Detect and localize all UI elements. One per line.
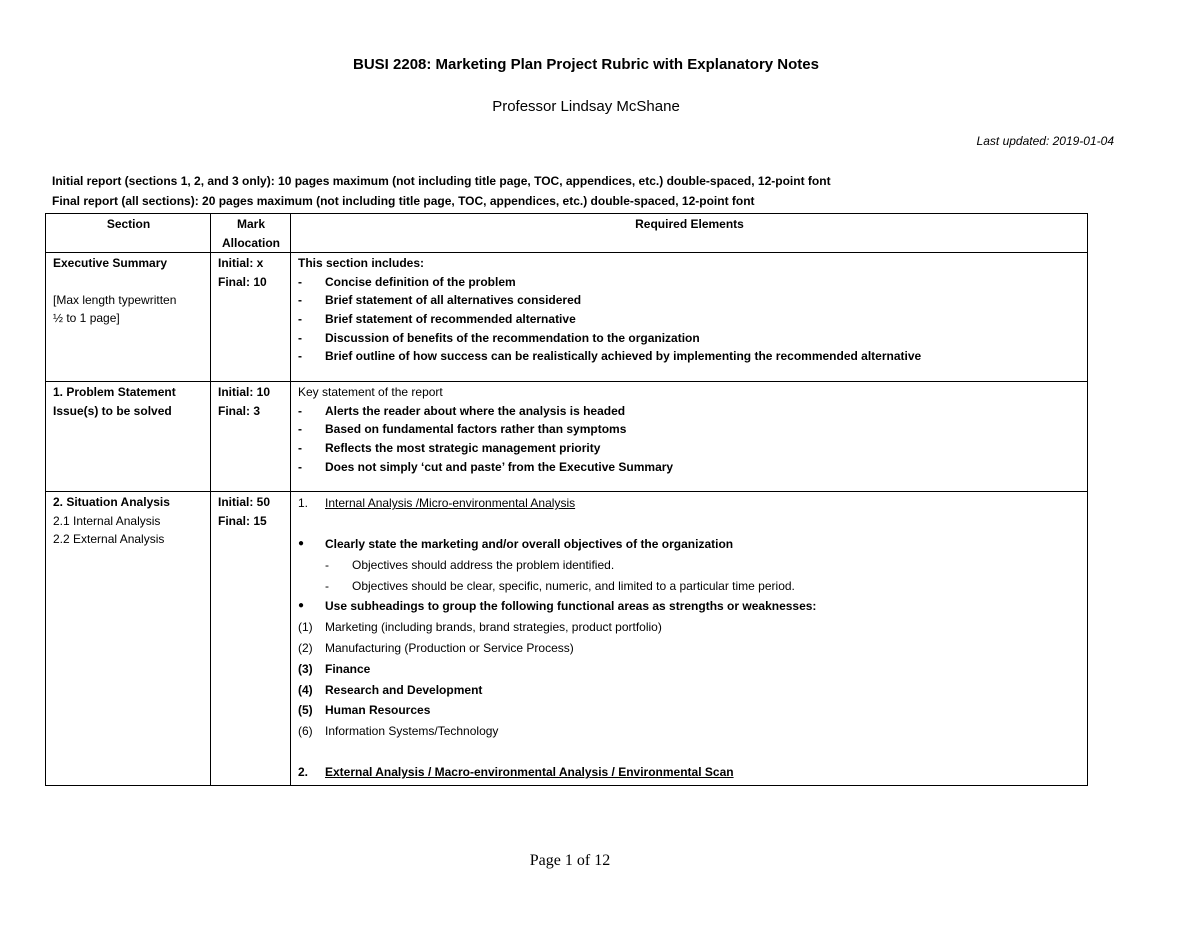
final-report-requirement: Final report (all sections): 20 pages maximum (not including title page, TOC, appendices, etc.) double-spaced, 12-point font — [52, 194, 755, 208]
professor-name: Professor Lindsay McShane — [492, 98, 680, 115]
subheading-internal: 1. Internal Analysis /Micro-environmental Analysis — [298, 496, 576, 511]
list-item: - Objectives should address the problem identified. — [325, 557, 615, 572]
table-header-row — [46, 214, 1088, 253]
section-title: 2. Situation Analysis — [53, 495, 170, 510]
list-item: (1) Marketing (including brands, brand strategies, product portfolio) — [298, 620, 662, 635]
rubric-table — [45, 213, 1088, 786]
section-subtitle: 2.2 External Analysis — [53, 532, 165, 547]
section-title: Executive Summary — [53, 256, 168, 271]
list-item: - Based on fundamental factors rather than symptoms — [298, 422, 627, 437]
list-item: (3) Finance — [298, 661, 371, 676]
table-row-situation-analysis — [46, 492, 1088, 786]
header-section: Section — [46, 214, 211, 253]
section-title: 1. Problem Statement — [53, 385, 176, 400]
subheading-external: 2. External Analysis / Macro-environmental Analysis / Environmental Scan — [298, 764, 734, 779]
required-cell — [291, 253, 1088, 382]
page-number: Page 1 of 12 — [529, 852, 611, 869]
section-note: ½ to 1 page] — [53, 311, 120, 326]
section-cell — [46, 492, 211, 786]
list-item: - Objectives should be clear, specific, numeric, and limited to a particular time period. — [325, 578, 795, 593]
required-cell — [291, 492, 1088, 786]
list-item: (2) Manufacturing (Production or Service Process) — [298, 640, 574, 655]
list-item: (6) Information Systems/Technology — [298, 724, 499, 739]
mark-initial: Initial: 50 — [218, 495, 271, 510]
mark-final: Final: 3 — [218, 403, 261, 418]
header-required-elements: Required Elements — [291, 214, 1088, 253]
table-row-executive-summary — [46, 253, 1088, 382]
header-mark-line1: Mark — [236, 217, 265, 231]
header-mark-line2: Allocation — [221, 235, 280, 250]
list-item: ● Use subheadings to group the following functional areas as strengths or weaknesses: — [298, 599, 817, 614]
list-item: - Brief statement of all alternatives considered — [298, 293, 582, 308]
mark-cell — [211, 253, 291, 382]
section-subtitle: 2.1 Internal Analysis — [53, 513, 161, 528]
list-item: - Brief outline of how success can be realistically achieved by implementing the recommended alternative — [298, 349, 922, 364]
list-item: - Alerts the reader about where the analysis is headed — [298, 403, 626, 418]
last-updated: Last updated: 2019-01-04 — [976, 134, 1114, 148]
list-item: (4) Research and Development — [298, 682, 483, 697]
list-item: - Does not simply ‘cut and paste’ from the Executive Summary — [298, 459, 674, 474]
list-item: (5) Human Resources — [298, 703, 431, 718]
table-row-problem-statement — [46, 382, 1088, 492]
list-item: - Discussion of benefits of the recommendation to the organization — [298, 330, 700, 345]
section-note: [Max length typewritten — [53, 292, 177, 307]
mark-cell — [211, 492, 291, 786]
section-cell — [46, 382, 211, 492]
list-item: - Reflects the most strategic management priority — [298, 440, 601, 455]
document-title: BUSI 2208: Marketing Plan Project Rubric with Explanatory Notes — [353, 56, 819, 73]
mark-initial: Initial: x — [218, 256, 264, 271]
required-cell — [291, 382, 1088, 492]
mark-cell — [211, 382, 291, 492]
mark-final: Final: 15 — [218, 513, 267, 528]
list-item: - Brief statement of recommended alternative — [298, 311, 576, 326]
mark-initial: Initial: 10 — [218, 385, 271, 400]
required-intro: Key statement of the report — [298, 385, 443, 400]
section-subtitle: Issue(s) to be solved — [53, 403, 172, 418]
mark-final: Final: 10 — [218, 274, 267, 289]
list-item: ● Clearly state the marketing and/or overall objectives of the organization — [298, 536, 734, 551]
list-item: - Concise definition of the problem — [298, 274, 516, 289]
required-intro: This section includes: — [298, 256, 425, 271]
section-cell — [46, 253, 211, 382]
header-mark-allocation — [211, 214, 291, 253]
initial-report-requirement: Initial report (sections 1, 2, and 3 only): 10 pages maximum (not including title page, TOC, appendices, etc.) double-spaced, 12-point font — [52, 174, 831, 188]
